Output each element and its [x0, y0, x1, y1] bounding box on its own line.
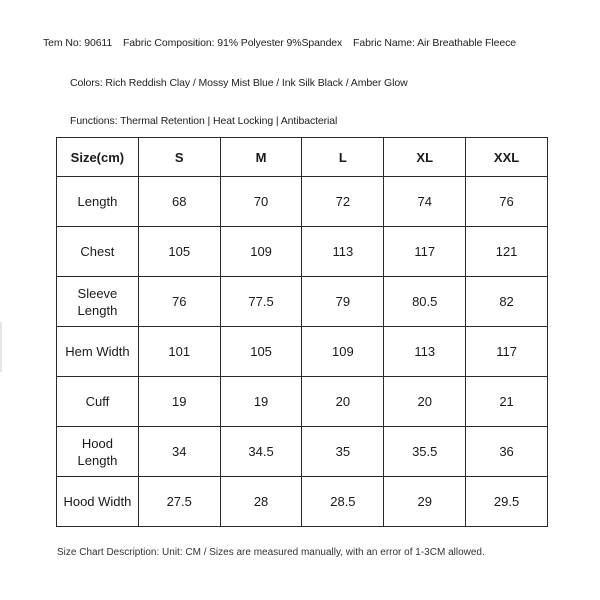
table-row	[57, 377, 548, 427]
row-label: Cuff	[57, 377, 139, 427]
row-label: Chest	[57, 227, 139, 277]
table-cell: 80.5	[384, 277, 466, 327]
table-cell: 82	[466, 277, 548, 327]
size-table	[56, 137, 548, 527]
table-cell: 101	[138, 327, 220, 377]
table-cell: 29	[384, 477, 466, 527]
table-cell: 34.5	[220, 427, 302, 477]
table-cell: 105	[138, 227, 220, 277]
table-cell: 35.5	[384, 427, 466, 477]
table-cell: 74	[384, 177, 466, 227]
table-cell: 76	[138, 277, 220, 327]
functions-line: Functions: Thermal Retention | Heat Locking | Antibacterial	[70, 115, 338, 127]
colors-line: Colors: Rich Reddish Clay / Mossy Mist Blue / Ink Silk Black / Amber Glow	[70, 77, 408, 89]
row-label: Hood Length	[57, 427, 139, 477]
table-cell: 77.5	[220, 277, 302, 327]
table-cell: 117	[466, 327, 548, 377]
table-cell: 19	[220, 377, 302, 427]
table-cell: 35	[302, 427, 384, 477]
table-row	[57, 227, 548, 277]
fabric-name: Fabric Name: Air Breathable Fleece	[353, 37, 516, 49]
table-cell: 29.5	[466, 477, 548, 527]
table-cell: 20	[302, 377, 384, 427]
table-row	[57, 277, 548, 327]
table-cell: 68	[138, 177, 220, 227]
table-cell: 28	[220, 477, 302, 527]
table-cell: 70	[220, 177, 302, 227]
row-label: Hood Width	[57, 477, 139, 527]
column-header: XXL	[466, 138, 548, 177]
table-cell: 121	[466, 227, 548, 277]
table-cell: 28.5	[302, 477, 384, 527]
table-cell: 21	[466, 377, 548, 427]
table-cell: 20	[384, 377, 466, 427]
table-cell: 36	[466, 427, 548, 477]
table-cell: 27.5	[138, 477, 220, 527]
column-header: M	[220, 138, 302, 177]
table-row	[57, 177, 548, 227]
table-cell: 34	[138, 427, 220, 477]
column-header: Size(cm)	[57, 138, 139, 177]
size-chart-footnote: Size Chart Description: Unit: CM / Sizes are measured manually, with an error of 1-3CM allowed.	[57, 547, 485, 558]
edge-divider	[0, 322, 2, 372]
column-header: S	[138, 138, 220, 177]
table-row	[57, 327, 548, 377]
table-cell: 113	[384, 327, 466, 377]
table-row	[57, 477, 548, 527]
table-cell: 72	[302, 177, 384, 227]
row-label: Sleeve Length	[57, 277, 139, 327]
spec-line	[43, 37, 516, 49]
table-cell: 109	[220, 227, 302, 277]
column-header: L	[302, 138, 384, 177]
table-cell: 105	[220, 327, 302, 377]
table-cell: 76	[466, 177, 548, 227]
column-header: XL	[384, 138, 466, 177]
table-cell: 79	[302, 277, 384, 327]
row-label: Hem Width	[57, 327, 139, 377]
table-cell: 117	[384, 227, 466, 277]
table-cell: 113	[302, 227, 384, 277]
row-label: Length	[57, 177, 139, 227]
table-row	[57, 427, 548, 477]
table-header-row	[57, 138, 548, 177]
table-cell: 109	[302, 327, 384, 377]
fabric-composition: Fabric Composition: 91% Polyester 9%Spandex	[122, 37, 343, 49]
table-cell: 19	[138, 377, 220, 427]
item-number: Tem No: 90611	[43, 37, 113, 49]
